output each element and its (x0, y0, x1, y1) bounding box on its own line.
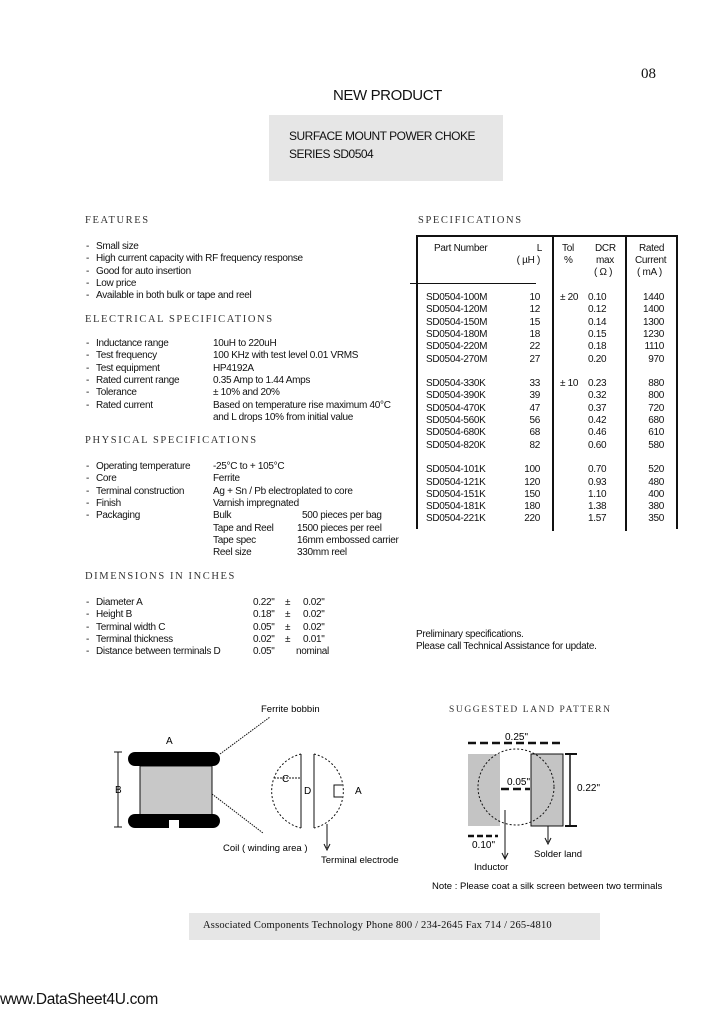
bullet-dash: - (86, 510, 90, 522)
dimension-value: 0.05" (253, 646, 275, 658)
part-number: SD0504-220M (426, 341, 488, 353)
bobbin-top-flange (128, 752, 220, 766)
dimensions-heading: DIMENSIONS IN INCHES (85, 571, 237, 582)
spec-table (416, 235, 678, 529)
bullet-dash: - (86, 241, 90, 252)
dimension-value: 0.02" (253, 633, 275, 645)
spec-label: Rated current range (96, 374, 180, 386)
part-number: SD0504-180M (426, 328, 488, 340)
col-header-dcr-max: max (596, 255, 614, 266)
features-heading: FEATURES (85, 215, 150, 226)
width-label: 0.25" (505, 732, 529, 743)
packaging-detail: 1500 pieces per reel (297, 522, 382, 534)
dcr-max: 0.46 (588, 427, 607, 439)
spec-label: Core (96, 473, 117, 485)
rated-current: 580 (648, 439, 664, 451)
dimension-label: Height B (96, 609, 132, 621)
label-c: C (282, 774, 290, 785)
packaging-type: Tape spec (213, 534, 256, 546)
update-note: Please call Technical Assistance for update. (416, 641, 597, 652)
bullet-dash: - (86, 633, 90, 645)
inductance: 180 (524, 501, 540, 513)
dcr-max: 0.10 (588, 292, 607, 303)
col-header-rated-current: Current (635, 255, 667, 266)
inductance: 100 (524, 464, 540, 476)
bullet-dash: - (86, 338, 90, 349)
col-header-part: Part Number (434, 243, 488, 254)
bullet-dash: - (86, 461, 90, 472)
part-number: SD0504-820K (426, 439, 486, 451)
label-a-2: A (355, 786, 362, 797)
land-pattern-heading: SUGGESTED LAND PATTERN (449, 705, 612, 715)
spec-value: Ferrite (213, 473, 240, 485)
solder-pad-left (468, 754, 500, 826)
part-number: SD0504-680K (426, 427, 486, 439)
specifications-heading: SPECIFICATIONS (418, 215, 523, 226)
bobbin-notch (169, 820, 179, 828)
spec-value: 100 KHz with test level 0.01 VRMS (213, 350, 359, 362)
inductance: 39 (529, 390, 540, 402)
rated-current: 800 (648, 390, 664, 402)
height-label: 0.22" (577, 783, 601, 794)
part-number: SD0504-270M (426, 353, 488, 365)
rated-current: 1440 (642, 292, 664, 303)
silk-screen-note: Note : Please coat a silk screen between two terminals (432, 881, 663, 892)
rated-current: 970 (648, 353, 664, 365)
inductance: 47 (529, 402, 540, 414)
ferrite-bobbin-label: Ferrite bobbin (261, 704, 320, 715)
bullet-dash: - (86, 265, 90, 277)
dimension-plus-minus: ± (285, 609, 291, 621)
electrical-heading: ELECTRICAL SPECIFICATIONS (85, 314, 274, 325)
product-line-1: SURFACE MOUNT POWER CHOKE (289, 129, 475, 143)
rated-current: 610 (648, 427, 664, 439)
col-header-tol-unit: % (564, 255, 573, 266)
inductance: 56 (529, 415, 540, 426)
inductance: 33 (529, 378, 540, 390)
bullet-dash: - (86, 253, 90, 265)
page-number: 08 (641, 66, 656, 82)
spec-label: Packaging (96, 510, 140, 522)
dimension-plus-minus: ± (285, 621, 291, 633)
dimension-tolerance: 0.02" (303, 597, 325, 608)
tolerance: ± 10 (560, 378, 579, 390)
packaging-type: Bulk (213, 510, 232, 522)
bullet-dash: - (86, 387, 90, 399)
page-title: NEW PRODUCT (333, 87, 442, 104)
part-number: SD0504-120M (426, 304, 488, 316)
preliminary-note: Preliminary specifications. (416, 629, 524, 640)
tolerance: ± 20 (560, 292, 579, 303)
dcr-max: 0.93 (588, 476, 607, 488)
feature-item: Low price (96, 277, 137, 289)
dimension-value: 0.18" (253, 609, 275, 621)
dimension-tolerance: nominal (296, 646, 329, 658)
inductance: 10 (529, 292, 540, 303)
table-divider (625, 237, 627, 531)
inductance: 15 (529, 316, 540, 328)
dimension-tolerance: 0.01" (303, 633, 325, 645)
coil-area (140, 766, 212, 822)
rated-current: 520 (648, 464, 664, 476)
part-number: SD0504-470K (426, 402, 486, 414)
bullet-dash: - (86, 399, 90, 411)
col-header-rated-unit: ( mA ) (637, 267, 662, 278)
part-number: SD0504-151K (426, 488, 486, 500)
terminal-electrode-label: Terminal electrode (321, 855, 399, 866)
coil-leader (212, 794, 263, 833)
inductance: 82 (529, 439, 540, 451)
dcr-max: 0.23 (588, 378, 607, 390)
spec-label: Tolerance (96, 387, 137, 399)
dcr-max: 0.18 (588, 341, 607, 353)
part-number: SD0504-330K (426, 378, 486, 390)
spec-label: Operating temperature (96, 461, 191, 472)
rated-current: 1300 (642, 316, 664, 328)
col-header-rated: Rated (639, 243, 665, 254)
spec-value: ± 10% and 20% (213, 387, 280, 399)
footer-contact: Associated Components Technology Phone 800 / 234-2645 Fax 714 / 265-4810 (203, 920, 552, 931)
rated-current: 480 (648, 476, 664, 488)
dcr-max: 1.10 (588, 488, 607, 500)
rated-current: 350 (648, 513, 664, 525)
inductance: 27 (529, 353, 540, 365)
part-number: SD0504-560K (426, 415, 486, 426)
col-header-dcr: DCR (595, 243, 616, 254)
inductance: 68 (529, 427, 540, 439)
part-number: SD0504-221K (426, 513, 486, 525)
pad-label: 0.10" (472, 840, 496, 851)
packaging-type: Tape and Reel (213, 522, 274, 534)
land-pattern-diagram (410, 690, 680, 900)
dcr-max: 0.37 (588, 402, 607, 414)
spec-label: Finish (96, 497, 121, 509)
dimension-plus-minus: ± (285, 597, 291, 608)
product-box (269, 115, 503, 181)
inductance: 18 (529, 328, 540, 340)
inductance: 12 (529, 304, 540, 316)
bullet-dash: - (86, 350, 90, 362)
terminal-right (314, 754, 343, 828)
label-a: A (166, 736, 173, 747)
bullet-dash: - (86, 485, 90, 497)
inductance: 22 (529, 341, 540, 353)
rated-current: 720 (648, 402, 664, 414)
header-rule (410, 283, 536, 284)
component-diagram (100, 690, 400, 870)
table-divider (552, 237, 554, 531)
feature-item: Small size (96, 241, 139, 252)
part-number: SD0504-121K (426, 476, 486, 488)
bullet-dash: - (86, 290, 90, 302)
spec-value: Based on temperature rise maximum 40°C (213, 399, 391, 411)
dcr-max: 0.70 (588, 464, 607, 476)
spec-value: HP4192A (213, 362, 254, 374)
bullet-dash: - (86, 277, 90, 289)
packaging-detail: 16mm embossed carrier (297, 534, 399, 546)
spec-label: Test frequency (96, 350, 157, 362)
dcr-max: 0.60 (588, 439, 607, 451)
spec-label: Test equipment (96, 362, 160, 374)
bullet-dash: - (86, 609, 90, 621)
col-header-dcr-unit: ( Ω ) (594, 267, 613, 278)
bullet-dash: - (86, 374, 90, 386)
dcr-max: 0.15 (588, 328, 607, 340)
dimension-label: Diameter A (96, 597, 143, 608)
part-number: SD0504-150M (426, 316, 488, 328)
watermark: www.DataSheet4U.com (0, 991, 158, 1008)
bobbin-leader (220, 717, 270, 754)
dimension-label: Terminal thickness (96, 633, 173, 645)
dcr-max: 0.14 (588, 316, 607, 328)
bullet-dash: - (86, 646, 90, 658)
bullet-dash: - (86, 597, 90, 608)
spec-value: Varnish impregnated (213, 497, 299, 509)
rated-current: 1230 (642, 328, 664, 340)
bullet-dash: - (86, 621, 90, 633)
inductance: 150 (524, 488, 540, 500)
spec-value: Ag + Sn / Pb electroplated to core (213, 485, 353, 497)
rated-current: 680 (648, 415, 664, 426)
coil-label: Coil ( winding area ) (223, 843, 308, 854)
col-header-l-unit: ( µH ) (516, 255, 540, 266)
spec-value: 10uH to 220uH (213, 338, 277, 349)
col-header-tol: Tol (562, 243, 574, 254)
col-header-l: L (536, 243, 542, 254)
part-number: SD0504-181K (426, 501, 486, 513)
solder-land-label: Solder land (534, 849, 583, 860)
rated-current: 380 (648, 501, 664, 513)
bullet-dash: - (86, 362, 90, 374)
feature-item: Available in both bulk or tape and reel (96, 290, 252, 302)
spec-value: 0.35 Amp to 1.44 Amps (213, 374, 311, 386)
dcr-max: 0.20 (588, 353, 607, 365)
spec-value: -25°C to + 105°C (213, 461, 285, 472)
dimension-value: 0.05" (253, 621, 275, 633)
rated-current: 1400 (642, 304, 664, 316)
rated-current: 400 (648, 488, 664, 500)
dimension-label: Distance between terminals D (96, 646, 221, 658)
packaging-detail: 330mm reel (297, 547, 347, 559)
product-line-2: SERIES SD0504 (289, 147, 374, 161)
bullet-dash: - (86, 497, 90, 509)
label-d: D (304, 786, 312, 797)
dcr-max: 0.42 (588, 415, 607, 426)
dimension-plus-minus: ± (285, 633, 291, 645)
footer-box (189, 913, 600, 940)
solder-pad-right (531, 754, 563, 826)
dimension-tolerance: 0.02" (303, 621, 325, 633)
dcr-max: 0.12 (588, 304, 607, 316)
rated-current: 1110 (644, 341, 664, 353)
spec-label: Terminal construction (96, 485, 185, 497)
label-b: B (115, 785, 122, 796)
packaging-type: Reel size (213, 547, 252, 559)
feature-item: Good for auto insertion (96, 265, 191, 277)
dcr-max: 0.32 (588, 390, 607, 402)
dimension-label: Terminal width C (96, 621, 166, 633)
dimension-value: 0.22" (253, 597, 275, 608)
spec-label: Rated current (96, 399, 153, 411)
packaging-detail: 500 pieces per bag (302, 510, 382, 522)
spec-label: Inductance range (96, 338, 169, 349)
gap-label: 0.05" (507, 777, 531, 788)
spec-value: and L drops 10% from initial value (213, 411, 354, 423)
inductance: 220 (524, 513, 540, 525)
terminal-left (272, 754, 301, 828)
rated-current: 880 (648, 378, 664, 390)
part-number: SD0504-101K (426, 464, 486, 476)
physical-heading: PHYSICAL SPECIFICATIONS (85, 435, 258, 446)
dcr-max: 1.38 (588, 501, 607, 513)
feature-item: High current capacity with RF frequency response (96, 253, 303, 265)
part-number: SD0504-390K (426, 390, 486, 402)
dcr-max: 1.57 (588, 513, 607, 525)
bullet-dash: - (86, 473, 90, 485)
dimension-tolerance: 0.02" (303, 609, 325, 621)
inductor-label: Inductor (474, 862, 509, 873)
part-number: SD0504-100M (426, 292, 488, 303)
inductance: 120 (524, 476, 540, 488)
